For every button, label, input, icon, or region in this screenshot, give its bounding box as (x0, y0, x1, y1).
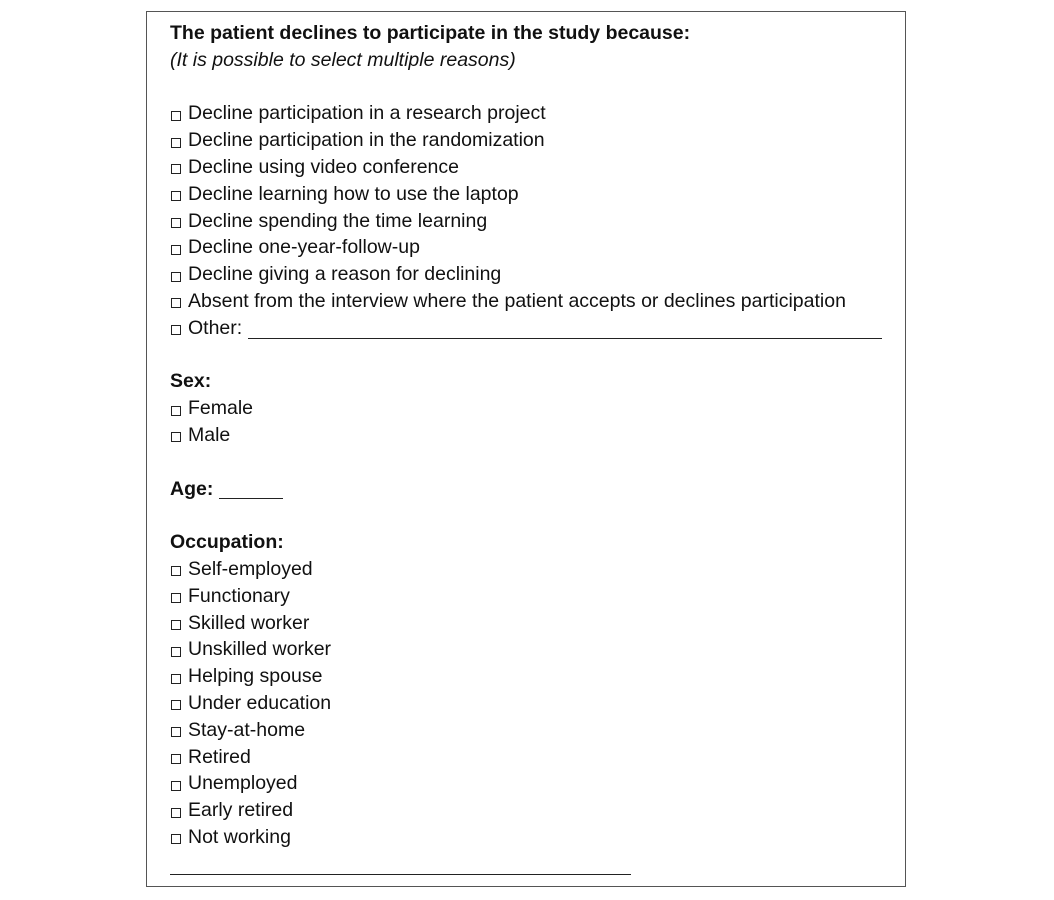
checkbox-icon[interactable] (171, 245, 181, 255)
reason-option[interactable] (170, 261, 890, 288)
occupation-option[interactable] (170, 824, 890, 851)
occupation-option[interactable] (170, 556, 890, 583)
occupation-option[interactable] (170, 717, 890, 744)
sex-option[interactable] (170, 395, 890, 422)
questionnaire-form (146, 11, 906, 887)
occupation-option-label: Functionary (188, 584, 290, 607)
other-label: Other: (188, 316, 243, 339)
reason-option[interactable] (170, 127, 890, 154)
occupation-option-label: Early retired (188, 799, 294, 822)
reason-other-option[interactable] (170, 315, 890, 342)
signature-line[interactable] (170, 874, 631, 875)
checkbox-icon[interactable] (171, 218, 181, 228)
reasons-heading (170, 20, 890, 47)
reason-option[interactable] (170, 208, 890, 235)
occupation-option[interactable] (170, 770, 890, 797)
checkbox-icon[interactable] (171, 781, 181, 791)
reasons-subheading (170, 47, 890, 74)
checkbox-icon[interactable] (171, 432, 181, 442)
sex-option[interactable] (170, 422, 890, 449)
checkbox-icon[interactable] (171, 620, 181, 630)
reason-option-label: Decline learning how to use the laptop (188, 182, 519, 205)
reason-option-label: Decline one-year-follow-up (188, 236, 420, 259)
checkbox-icon[interactable] (171, 700, 181, 710)
spacer (170, 342, 890, 369)
occupation-option-label: Skilled worker (188, 611, 310, 634)
checkbox-icon[interactable] (171, 298, 181, 308)
occupation-option[interactable] (170, 797, 890, 824)
occupation-option-label: Under education (188, 691, 332, 714)
reason-option[interactable] (170, 181, 890, 208)
occupation-option-label: Helping spouse (188, 665, 323, 688)
occupation-option[interactable] (170, 744, 890, 771)
checkbox-icon[interactable] (171, 191, 181, 201)
checkbox-icon[interactable] (171, 111, 181, 121)
reason-option-label: Decline giving a reason for declining (188, 263, 502, 286)
checkbox-icon[interactable] (171, 754, 181, 764)
checkbox-icon[interactable] (171, 138, 181, 148)
checkbox-icon[interactable] (171, 325, 181, 335)
reason-option[interactable] (170, 100, 890, 127)
reason-option[interactable] (170, 288, 890, 315)
reason-option-label: Decline participation in a research project (188, 102, 546, 125)
checkbox-icon[interactable] (171, 647, 181, 657)
occupation-option[interactable] (170, 583, 890, 610)
spacer (170, 502, 890, 529)
checkbox-icon[interactable] (171, 566, 181, 576)
checkbox-icon[interactable] (171, 727, 181, 737)
occupation-heading (170, 529, 890, 556)
reason-option[interactable] (170, 234, 890, 261)
reason-option-label: Decline using video conference (188, 155, 460, 178)
sex-heading (170, 368, 890, 395)
occupation-option-label: Stay-at-home (188, 718, 306, 741)
sex-option-label: Male (188, 423, 231, 446)
occupation-option[interactable] (170, 610, 890, 637)
sex-title: Sex: (170, 370, 212, 393)
reasons-subtitle: (It is possible to select multiple reasons) (170, 48, 516, 71)
reasons-title: The patient declines to participate in the study because: (170, 22, 691, 44)
form-content (170, 20, 890, 851)
reason-option-label: Decline participation in the randomization (188, 129, 545, 152)
reason-option-label: Absent from the interview where the patient accepts or declines participation (188, 289, 846, 312)
reason-option-label: Decline spending the time learning (188, 209, 488, 232)
reason-option[interactable] (170, 154, 890, 181)
occupation-option-label: Not working (188, 825, 291, 848)
checkbox-icon[interactable] (171, 808, 181, 818)
checkbox-icon[interactable] (171, 593, 181, 603)
checkbox-icon[interactable] (171, 164, 181, 174)
occupation-option[interactable] (170, 636, 890, 663)
sex-option-label: Female (188, 397, 254, 420)
spacer (170, 74, 890, 101)
other-text-field[interactable] (248, 320, 882, 339)
occupation-option-label: Self-employed (188, 557, 313, 580)
occupation-option[interactable] (170, 663, 890, 690)
occupation-option[interactable] (170, 690, 890, 717)
occupation-option-label: Unskilled worker (188, 638, 332, 661)
occupation-option-label: Retired (188, 745, 251, 768)
occupation-option-label: Unemployed (188, 772, 298, 795)
age-label: Age: (170, 477, 214, 500)
age-field[interactable] (219, 480, 283, 499)
checkbox-icon[interactable] (171, 272, 181, 282)
occupation-title: Occupation: (170, 531, 284, 554)
spacer (170, 449, 890, 476)
age-row (170, 476, 890, 503)
checkbox-icon[interactable] (171, 674, 181, 684)
checkbox-icon[interactable] (171, 406, 181, 416)
checkbox-icon[interactable] (171, 834, 181, 844)
